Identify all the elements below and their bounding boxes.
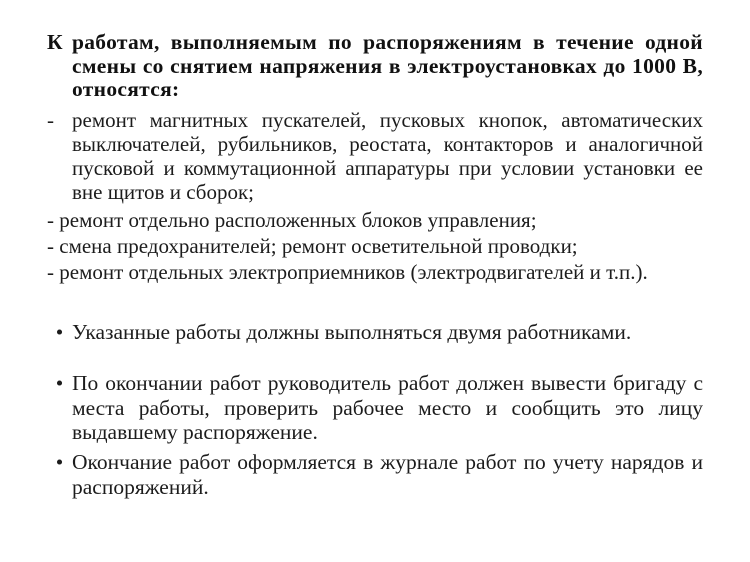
- bullet-text: Указанные работы должны выполняться двумя работниками.: [72, 320, 632, 344]
- dash-item-text: - смена предохранителей; ремонт осветительной проводки;: [47, 234, 578, 258]
- slide-heading: [47, 31, 703, 102]
- bullet-icon: •: [55, 371, 64, 395]
- heading-text: работам, выполняемым по распоряжениям в течение одной смены со снятием напряжения в электроустановках до 1000 В, относятся:: [72, 30, 703, 101]
- dash-list-item-1: [47, 108, 703, 204]
- dash-item-text: ремонт магнитных пускателей, пусковых кнопок, автоматических выключателей, рубильников, реостата, контакторов и аналогичной пусковой и коммутационной аппаратуры при условии установки ее вне щитов и сборок;: [72, 108, 703, 204]
- dash-item-text: - ремонт отдельных электроприемников (электродвигателей и т.п.).: [47, 260, 648, 284]
- dash-list-item-3: [47, 234, 703, 258]
- bullet-text: По окончании работ руководитель работ должен вывести бригаду с места работы, проверить рабочее место и сообщить это лицу выдавшему распоряжение.: [72, 371, 703, 444]
- dash-list-item-2: [47, 208, 703, 232]
- heading-first-word: К: [47, 30, 63, 54]
- bullet-item-3: [47, 450, 703, 499]
- dash-item-text: - ремонт отдельно расположенных блоков управления;: [47, 208, 537, 232]
- dash-list-item-4: [47, 260, 703, 284]
- bullet-icon: •: [55, 320, 64, 344]
- bullet-item-1: [47, 320, 703, 345]
- bullet-text: Окончание работ оформляется в журнале работ по учету нарядов и распоряжений.: [72, 450, 703, 499]
- bullet-item-2: [47, 371, 703, 445]
- dash-marker: -: [47, 108, 54, 132]
- bullet-icon: •: [55, 450, 64, 474]
